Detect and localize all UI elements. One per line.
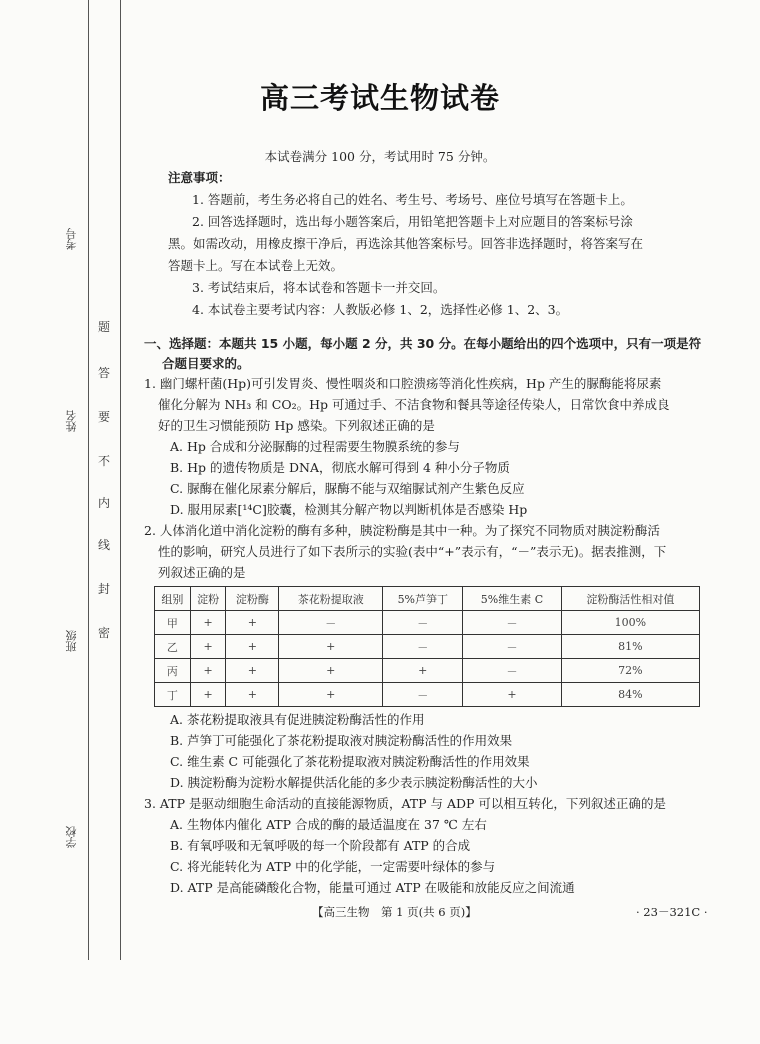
notice-line: 黑。如需改动，用橡皮擦干净后，再选涂其他答案标号。回答非选择题时，将答案写在 <box>168 236 644 251</box>
q2-option-d: D. 胰淀粉酶为淀粉水解提供活化能的多少表示胰淀粉酶活性的大小 <box>170 775 538 790</box>
q1-stem: 催化分解为 NH₃ 和 CO₂。Hp 可通过手、不洁食物和餐具等途径传染人，日常饮食中养成良 <box>158 397 670 412</box>
table-header-cell: 淀粉 <box>190 587 226 611</box>
table-cell: + <box>190 683 226 707</box>
q1-option-d: D. 服用尿素[¹⁴C]胶囊，检测其分解产物以判断机体是否感染 Hp <box>170 502 528 517</box>
table-header-cell: 5%芦笋丁 <box>383 587 463 611</box>
binding-margin <box>0 0 120 960</box>
notice-line: 4. 本试卷主要考试内容：人教版必修 1、2，选择性必修 1、2、3。 <box>192 302 569 317</box>
paper-code: · 23－321C · <box>636 905 708 919</box>
table-cell: + <box>190 611 226 635</box>
notice-line: 答题卡上。写在本试卷上无效。 <box>168 258 344 273</box>
school-label: 学校 <box>65 826 78 848</box>
seal-char: 密 <box>98 626 111 640</box>
seal-char: 不 <box>98 454 111 468</box>
notice-line: 2. 回答选择题时，选出每小题答案后，用铅笔把答题卡上对应题目的答案标号涂 <box>192 214 633 229</box>
q3-option-c: C. 将光能转化为 ATP 中的化学能，一定需要叶绿体的参与 <box>170 859 496 874</box>
table-cell: － <box>463 659 561 683</box>
table-cell: － <box>383 683 463 707</box>
q2-stem: 2. 人体消化道中消化淀粉的酶有多种，胰淀粉酶是其中一种。为了探究不同物质对胰淀粉酶活 <box>144 523 660 538</box>
table-header-cell: 淀粉酶 <box>226 587 279 611</box>
table-cell: 甲 <box>155 611 191 635</box>
margin-line-inner <box>120 0 121 960</box>
experiment-table <box>154 586 700 707</box>
table-row <box>155 611 700 635</box>
q1-stem: 1. 幽门螺杆菌(Hp)可引发胃炎、慢性咽炎和口腔溃疡等消化性疾病，Hp 产生的脲酶能将尿素 <box>144 376 662 391</box>
table-cell: + <box>190 659 226 683</box>
seal-char: 答 <box>98 366 111 380</box>
class-label: 班级 <box>65 630 78 652</box>
seal-char: 题 <box>98 320 111 334</box>
q3-option-d: D. ATP 是高能磷酸化合物，能量可通过 ATP 在吸能和放能反应之间流通 <box>170 880 575 895</box>
q1-stem: 好的卫生习惯能预防 Hp 感染。下列叙述正确的是 <box>158 418 435 433</box>
page-footer: 【高三生物 第 1 页(共 6 页)】 <box>312 905 477 919</box>
q2-option-a: A. 茶花粉提取液具有促进胰淀粉酶活性的作用 <box>170 712 425 727</box>
q3-stem: 3. ATP 是驱动细胞生命活动的直接能源物质，ATP 与 ADP 可以相互转化，下列叙述正确的是 <box>144 796 666 811</box>
table-header-cell: 5%维生素 C <box>463 587 561 611</box>
section-heading: 一、选择题：本题共 15 小题，每小题 2 分，共 30 分。在每小题给出的四个选项中，只有一项是符 <box>144 336 702 351</box>
seal-char: 封 <box>98 582 111 596</box>
section-heading-cont: 合题目要求的。 <box>162 356 250 371</box>
table-cell: － <box>383 635 463 659</box>
margin-line-outer <box>88 0 89 960</box>
notice-heading: 注意事项： <box>168 170 231 185</box>
q2-option-b: B. 芦笋丁可能强化了茶花粉提取液对胰淀粉酶活性的作用效果 <box>170 733 513 748</box>
table-cell: + <box>190 635 226 659</box>
table-cell: 乙 <box>155 635 191 659</box>
table-cell: + <box>463 683 561 707</box>
table-row <box>155 683 700 707</box>
table-header-cell: 组别 <box>155 587 191 611</box>
table-cell: + <box>226 683 279 707</box>
table-cell: 丁 <box>155 683 191 707</box>
table-cell: + <box>226 611 279 635</box>
q1-option-c: C. 脲酶在催化尿素分解后，脲酶不能与双缩脲试剂产生紫色反应 <box>170 481 525 496</box>
table-row <box>155 659 700 683</box>
table-cell: + <box>279 683 383 707</box>
table-cell: － <box>279 611 383 635</box>
table-cell: － <box>463 611 561 635</box>
table-cell: 81% <box>561 635 699 659</box>
q3-option-b: B. 有氧呼吸和无氧呼吸的每一个阶段都有 ATP 的合成 <box>170 838 471 853</box>
q2-option-c: C. 维生素 C 可能强化了茶花粉提取液对胰淀粉酶活性的作用效果 <box>170 754 530 769</box>
q1-option-b: B. Hp 的遗传物质是 DNA，彻底水解可得到 4 种小分子物质 <box>170 460 510 475</box>
table-cell: － <box>463 635 561 659</box>
name-label: 姓名 <box>65 410 78 432</box>
seal-char: 线 <box>98 538 111 552</box>
notice-line: 1. 答题前，考生务必将自己的姓名、考生号、考场号、座位号填写在答题卡上。 <box>192 192 633 207</box>
q1-option-a: A. Hp 合成和分泌脲酶的过程需要生物膜系统的参与 <box>170 439 460 454</box>
table-row <box>155 635 700 659</box>
exam-number-label: 考号 <box>65 228 78 250</box>
table-cell: 100% <box>561 611 699 635</box>
exam-info: 本试卷满分 100 分，考试用时 75 分钟。 <box>264 149 496 164</box>
q3-option-a: A. 生物体内催化 ATP 合成的酶的最适温度在 37 ℃ 左右 <box>170 817 487 832</box>
table-cell: + <box>226 659 279 683</box>
page-title: 高三考试生物试卷 <box>259 81 500 115</box>
table-cell: 72% <box>561 659 699 683</box>
table-cell: 84% <box>561 683 699 707</box>
table-header-cell: 淀粉酶活性相对值 <box>561 587 699 611</box>
table-cell: + <box>226 635 279 659</box>
notice-line: 3. 考试结束后，将本试卷和答题卡一并交回。 <box>192 280 446 295</box>
seal-char: 内 <box>98 496 111 510</box>
table-cell: + <box>279 659 383 683</box>
table-cell: + <box>383 659 463 683</box>
q2-stem: 列叙述正确的是 <box>158 565 246 580</box>
table-cell: + <box>279 635 383 659</box>
seal-char: 要 <box>98 410 111 424</box>
table-header-row <box>155 587 700 611</box>
q2-stem: 性的影响，研究人员进行了如下表所示的实验(表中“+”表示有，“－”表示无)。据表推测，下 <box>158 544 667 559</box>
table-cell: － <box>383 611 463 635</box>
table-cell: 丙 <box>155 659 191 683</box>
table-header-cell: 茶花粉提取液 <box>279 587 383 611</box>
